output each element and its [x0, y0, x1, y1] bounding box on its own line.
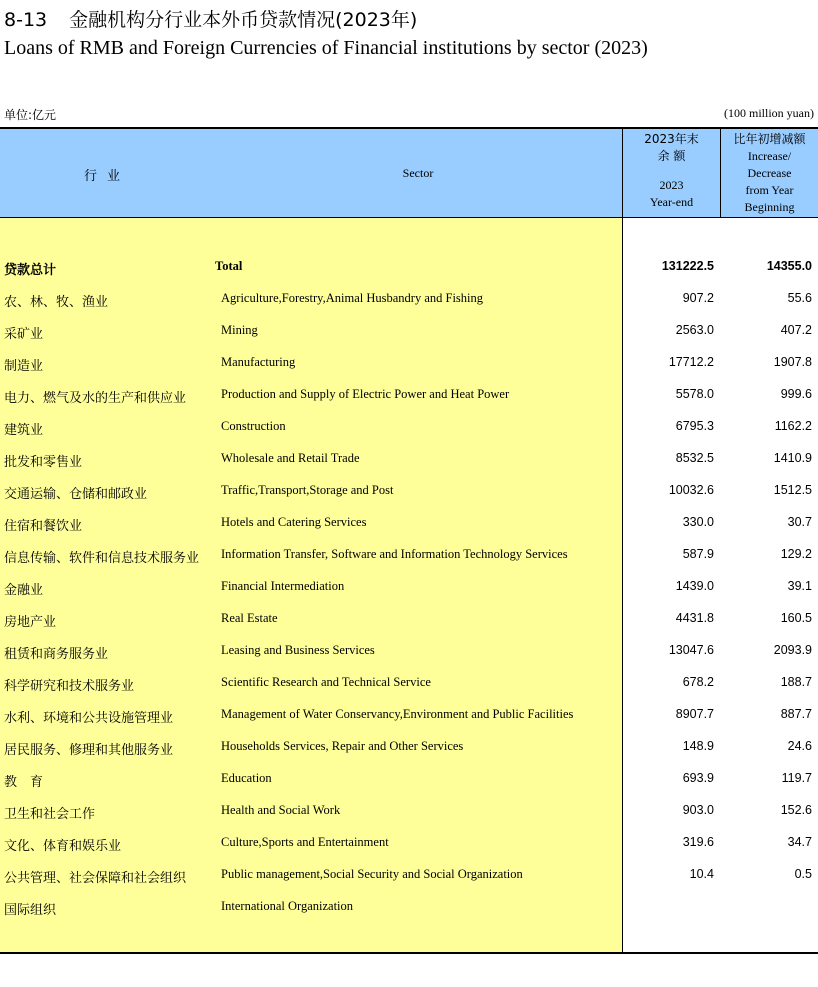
table-number: 8-13 [4, 9, 48, 31]
row-label-cn: 贷款总计 [4, 263, 57, 278]
row-label-en: Health and Social Work [221, 803, 341, 817]
row-label-en: International Organization [221, 899, 354, 913]
row-label-en: Real Estate [221, 611, 278, 625]
table-row [0, 379, 818, 411]
row-label-en: Information Transfer, Software and Information Technology Services [221, 547, 568, 561]
table-rows [0, 251, 818, 923]
header-year-end-en1: 2023 [659, 178, 684, 192]
change-value: 887.7 [780, 707, 812, 721]
change-value: 0.5 [794, 867, 812, 881]
row-label-en: Agriculture,Forestry,Animal Husbandry and Fishing [221, 291, 483, 305]
year-end-value: 2563.0 [675, 323, 714, 337]
header-rule [0, 217, 818, 218]
change-value: 30.7 [787, 515, 812, 529]
row-label-cn: 金融业 [4, 583, 44, 598]
row-label-en: Traffic,Transport,Storage and Post [221, 483, 394, 497]
change-value: 129.2 [780, 547, 812, 561]
table-row [0, 891, 818, 923]
row-label-cn: 科学研究和技术服务业 [4, 679, 135, 694]
year-end-value: 131222.5 [661, 259, 714, 273]
row-label-cn: 批发和零售业 [4, 455, 83, 470]
row-label-cn: 住宿和餐饮业 [4, 519, 83, 534]
change-value: 34.7 [787, 835, 812, 849]
row-label-cn: 房地产业 [4, 615, 57, 630]
row-label-cn: 交通运输、仓储和邮政业 [4, 487, 148, 502]
row-label-cn: 采矿业 [4, 327, 44, 342]
change-value: 1162.2 [774, 419, 812, 433]
row-label-cn: 制造业 [4, 359, 44, 374]
change-value: 999.6 [780, 387, 812, 401]
table-header [0, 127, 818, 218]
row-label-cn: 电力、燃气及水的生产和供应业 [4, 391, 187, 406]
year-end-value: 5578.0 [675, 387, 714, 401]
year-end-value: 10032.6 [668, 483, 714, 497]
row-label-en: Hotels and Catering Services [221, 515, 367, 529]
row-label-en: Mining [221, 323, 258, 337]
table-row [0, 411, 818, 443]
change-value: 39.1 [787, 579, 812, 593]
table-title-en: Loans of RMB and Foreign Currencies of Financial institutions by sector (2023) [4, 37, 648, 59]
row-label-en: Total [215, 259, 243, 273]
table-row [0, 571, 818, 603]
row-label-cn: 居民服务、修理和其他服务业 [4, 743, 174, 758]
year-end-value: 903.0 [682, 803, 714, 817]
header-year-end-cn2: 余 额 [657, 149, 686, 163]
year-end-value: 4431.8 [675, 611, 714, 625]
table-row [0, 347, 818, 379]
row-label-cn: 教 育 [4, 775, 44, 790]
header-change-en3: from Year [745, 183, 794, 197]
row-label-en: Wholesale and Retail Trade [221, 451, 360, 465]
table-row [0, 667, 818, 699]
row-label-cn: 农、林、牧、渔业 [4, 295, 109, 310]
change-value: 1907.8 [773, 355, 812, 369]
year-end-value: 8532.5 [675, 451, 714, 465]
row-label-cn: 租赁和商务服务业 [4, 647, 109, 662]
row-label-en: Leasing and Business Services [221, 643, 375, 657]
row-label-en: Management of Water Conservancy,Environment and Public Facilities [221, 707, 574, 721]
change-value: 2093.9 [773, 643, 812, 657]
unit-label-cn: 单位:亿元 [4, 108, 57, 122]
year-end-value: 148.9 [682, 739, 714, 753]
row-label-cn: 卫生和社会工作 [4, 807, 96, 822]
year-end-value: 13047.6 [668, 643, 714, 657]
year-end-value: 907.2 [682, 291, 714, 305]
table-row [0, 251, 818, 283]
table-row [0, 283, 818, 315]
header-change-en4: Beginning [744, 200, 795, 214]
table-row [0, 443, 818, 475]
row-label-cn: 公共管理、社会保障和社会组织 [4, 871, 187, 886]
row-label-cn: 文化、体育和娱乐业 [4, 839, 122, 854]
table-row [0, 507, 818, 539]
table-row [0, 635, 818, 667]
row-label-cn: 建筑业 [4, 423, 44, 438]
table-row [0, 603, 818, 635]
row-label-en: Construction [221, 419, 286, 433]
header-sector-en: Sector [402, 166, 434, 180]
year-end-value: 319.6 [682, 835, 714, 849]
row-label-cn: 水利、环境和公共设施管理业 [4, 711, 174, 726]
year-end-value: 587.9 [682, 547, 714, 561]
year-end-value: 8907.7 [675, 707, 714, 721]
table-title-cn [4, 5, 417, 32]
change-value: 55.6 [787, 291, 812, 305]
year-end-value: 678.2 [682, 675, 714, 689]
row-label-en: Scientific Research and Technical Service [221, 675, 431, 689]
change-value: 1410.9 [773, 451, 812, 465]
change-value: 188.7 [780, 675, 812, 689]
table-row [0, 475, 818, 507]
header-change-en2: Decrease [747, 166, 792, 180]
table-row [0, 763, 818, 795]
row-label-cn: 信息传输、软件和信息技术服务业 [4, 551, 200, 566]
table-bottom-rule [0, 952, 818, 954]
header-change-en1: Increase/ [747, 149, 792, 163]
table-row [0, 539, 818, 571]
year-end-value: 1439.0 [675, 579, 714, 593]
header-year-end [623, 131, 720, 211]
header-change-cn: 比年初增减额 [733, 132, 806, 146]
row-label-en: Education [221, 771, 272, 785]
row-label-cn: 国际组织 [4, 903, 57, 918]
row-label-en: Households Services, Repair and Other Services [221, 739, 464, 753]
table-row [0, 731, 818, 763]
table-row [0, 795, 818, 827]
row-label-en: Financial Intermediation [221, 579, 345, 593]
change-value: 1512.5 [773, 483, 812, 497]
header-year-end-en2: Year-end [649, 195, 694, 209]
title-cn-text: 金融机构分行业本外币贷款情况(2023年) [69, 9, 418, 31]
row-label-en: Public management,Social Security and Social Organization [221, 867, 523, 881]
year-end-value: 6795.3 [675, 419, 714, 433]
change-value: 152.6 [780, 803, 812, 817]
year-end-value: 10.4 [689, 867, 714, 881]
row-label-en: Production and Supply of Electric Power and Heat Power [221, 387, 510, 401]
table-row [0, 699, 818, 731]
header-change [721, 131, 818, 216]
header-industry-cn: 行业 [83, 169, 130, 184]
change-value: 119.7 [781, 771, 812, 785]
row-label-en: Culture,Sports and Entertainment [221, 835, 389, 849]
year-end-value: 693.9 [682, 771, 714, 785]
year-end-value: 17712.2 [668, 355, 714, 369]
change-value: 24.6 [787, 739, 812, 753]
change-value: 160.5 [780, 611, 812, 625]
table-row [0, 315, 818, 347]
unit-label-en: (100 million yuan) [724, 106, 814, 120]
column-divider-2 [720, 127, 721, 218]
change-value: 407.2 [780, 323, 812, 337]
year-end-value: 330.0 [682, 515, 714, 529]
row-label-en: Manufacturing [221, 355, 296, 369]
change-value: 14355.0 [766, 259, 812, 273]
table-top-rule [0, 127, 818, 129]
table-row [0, 827, 818, 859]
table-row [0, 859, 818, 891]
loans-table [0, 127, 818, 954]
header-year-end-cn1: 2023年末 [644, 132, 699, 146]
